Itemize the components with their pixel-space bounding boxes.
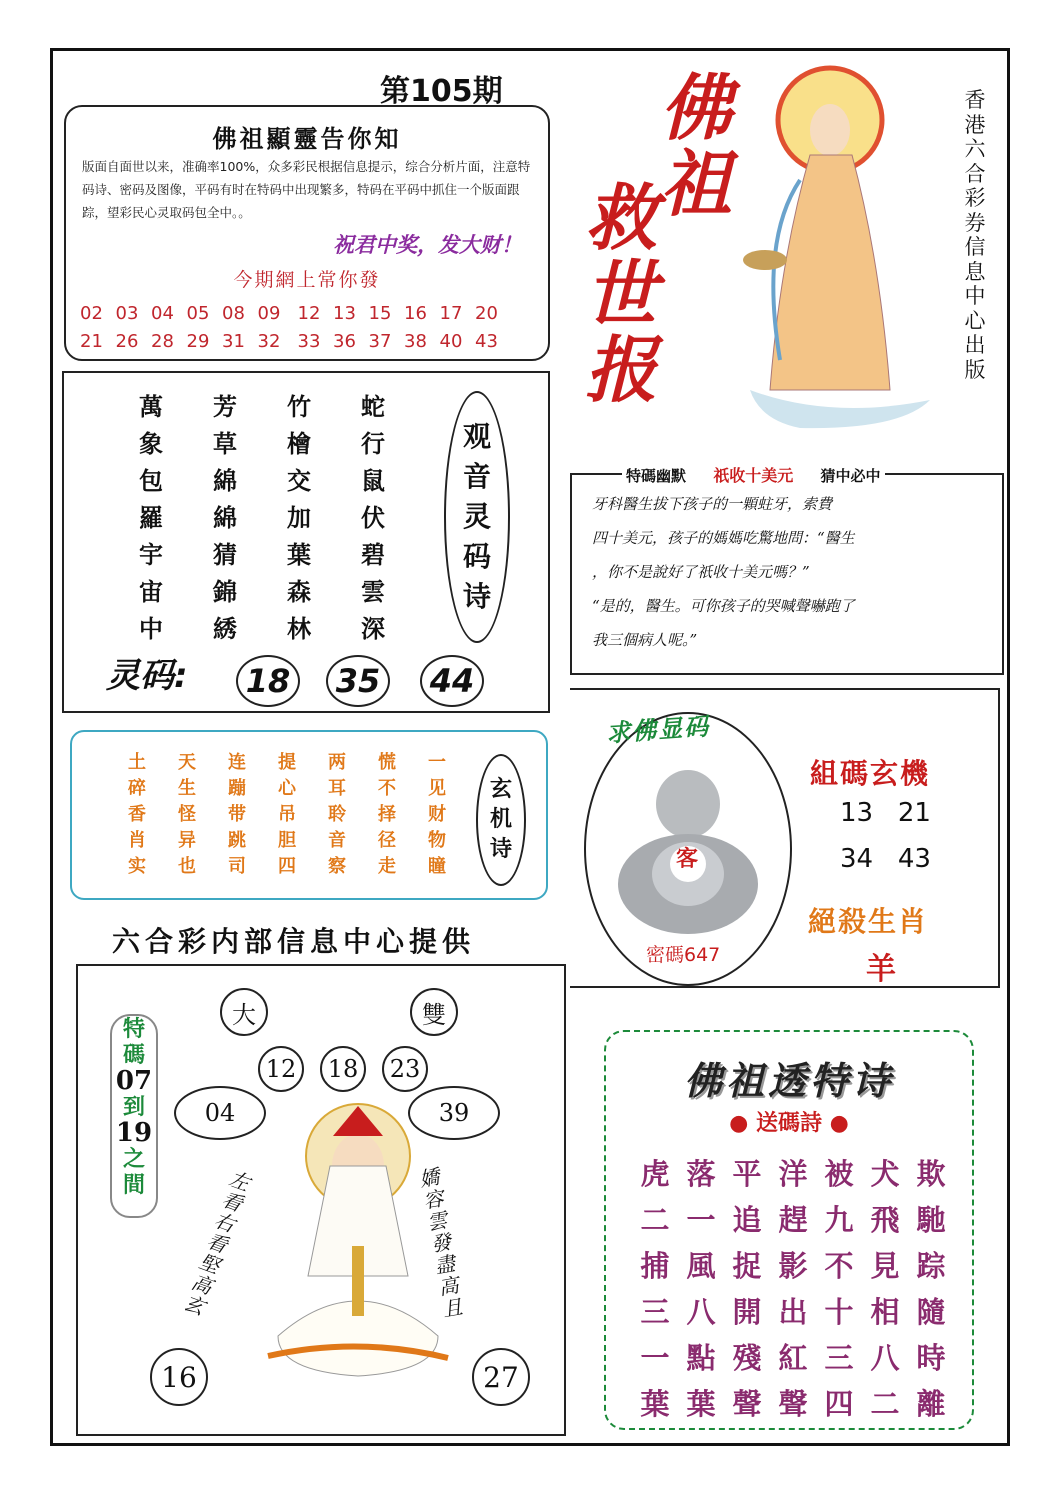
provided-by: 六合彩内部信息中心提供 — [112, 925, 476, 958]
lottery-number: 32 — [257, 331, 281, 352]
buddha-center-char: 客 — [676, 847, 699, 872]
lottery-number: 09 — [257, 303, 281, 324]
tema-char: 間 — [122, 1172, 145, 1198]
special-poem-box — [604, 1030, 974, 1430]
poem-char: 包 — [139, 466, 163, 495]
poem-char: 蹦 — [228, 778, 246, 799]
poem-char: 肖 — [128, 830, 146, 851]
publisher-char: 券 — [964, 210, 986, 235]
poem-char: 雲 — [361, 577, 385, 606]
even-badge: 雙 — [410, 988, 458, 1036]
poem-char: 影 — [778, 1249, 808, 1283]
poem-char: 見 — [870, 1249, 900, 1283]
lingma-label: 灵码: — [106, 656, 188, 696]
poem-char: 交 — [287, 466, 311, 495]
joke-line: 我三個病人呢。” — [592, 631, 698, 649]
tema-char: 碼 — [122, 1042, 145, 1068]
intro-wish: 祝君中奖，发大财！ — [333, 233, 522, 257]
intro-text: 版面自面世以来，准确率100%，众多彩民根据信息提示，综合分析片面，注意特码诗、密码及图像，平码有时在特码中出现繁多，特码在平码中抓住一个版面跟踪，望彩民心灵取码包全中。。 — [82, 159, 531, 220]
lottery-number: 15 — [368, 303, 392, 324]
zu-number: 43 — [897, 844, 931, 874]
publisher — [962, 88, 988, 382]
poem-char: 带 — [228, 804, 246, 825]
verse-char: 看 — [218, 1186, 246, 1217]
intro-subtitle: 今期網上常你發 — [233, 269, 381, 291]
lottery-number: 02 — [80, 303, 103, 324]
poem-char: 伏 — [361, 503, 385, 532]
verse-char: 雲 — [425, 1207, 450, 1235]
poem-char: 草 — [213, 429, 237, 458]
verse-char: 容 — [421, 1186, 446, 1214]
label-char: 诗 — [462, 580, 491, 613]
lottery-number: 40 — [439, 331, 463, 352]
verse-char: 盡 — [432, 1251, 457, 1279]
bottom-left-number: 16 — [150, 1348, 208, 1406]
poem-char: 紅 — [778, 1341, 808, 1375]
poem-char: 一 — [640, 1341, 670, 1375]
label-char: 玄 — [489, 777, 512, 802]
poem-char: 二 — [870, 1387, 900, 1421]
verse-char: 發 — [429, 1229, 453, 1257]
poem-char: 四 — [278, 856, 296, 877]
title-char: 祖 — [660, 141, 733, 226]
poem-char: 胆 — [278, 830, 296, 851]
numbers-row-1 — [80, 303, 534, 324]
publisher-char: 出 — [964, 333, 986, 357]
verse-char: 堅 — [195, 1248, 223, 1279]
poem-char: 瞳 — [428, 856, 446, 877]
poem-char: 葉 — [640, 1387, 670, 1421]
poem-char: 行 — [361, 429, 385, 458]
title-char: 世 — [585, 251, 658, 336]
intro-box — [64, 105, 550, 361]
lottery-number: 05 — [186, 303, 210, 324]
label-char: 机 — [489, 807, 512, 832]
poem-char: 一 — [428, 752, 446, 773]
verse-char: 高 — [436, 1272, 461, 1300]
poem-subtitle-text: 送碼詩 — [755, 1111, 822, 1136]
poem-char: 不 — [824, 1249, 854, 1283]
poem-char: 两 — [328, 752, 346, 773]
lottery-number: 31 — [222, 331, 245, 352]
lottery-number: 43 — [475, 331, 498, 352]
zu-number: 34 — [840, 844, 874, 874]
poem-char: 平 — [732, 1157, 762, 1191]
poem-char: 深 — [361, 614, 385, 643]
buddha-mima: 密碼647 — [646, 944, 721, 966]
poem-char: 香 — [128, 804, 146, 825]
verse-char: 嬌 — [417, 1164, 442, 1192]
lottery-number: 29 — [186, 331, 210, 352]
poem-char: 三 — [640, 1295, 670, 1329]
poem-subtitle: ● 送碼詩 ● — [729, 1111, 849, 1136]
publisher-char: 合 — [964, 161, 986, 186]
jue-title: 絕殺生肖 — [808, 905, 929, 938]
poem-char: 捉 — [732, 1249, 762, 1283]
lottery-number: 16 — [404, 303, 427, 324]
poem-char: 耳 — [328, 778, 346, 799]
publisher-char: 版 — [964, 357, 986, 382]
lottery-number: 20 — [475, 303, 498, 324]
guanyin-poem-grid — [114, 387, 410, 646]
xuanji-poem-box — [70, 730, 548, 900]
poem-char: 開 — [732, 1295, 762, 1329]
lottery-number: 17 — [439, 303, 463, 324]
poem-char: 一 — [686, 1203, 716, 1237]
publisher-char: 六 — [964, 137, 986, 161]
publisher-char: 中 — [964, 284, 986, 308]
poem-char: 八 — [686, 1295, 716, 1329]
lottery-number: 08 — [222, 303, 245, 324]
top-number: 23 — [382, 1046, 428, 1092]
lottery-number: 21 — [80, 331, 103, 352]
buddha-box — [570, 688, 1000, 988]
poem-char: 吊 — [278, 804, 296, 825]
issue-number: 第105期 — [380, 74, 503, 109]
joke-line: ，你不是說好了祇收十美元嗎？” — [592, 563, 810, 581]
publisher-char: 彩 — [964, 186, 986, 210]
joke-line: 牙科醫生拔下孩子的一顆蛀牙，索費 — [592, 495, 833, 513]
poem-char: 犬 — [870, 1157, 900, 1191]
poem-char: 竹 — [287, 392, 311, 421]
label-char: 码 — [462, 540, 491, 573]
lottery-number: 37 — [368, 331, 392, 352]
poem-char: 九 — [824, 1203, 854, 1237]
poem-char: 森 — [287, 577, 311, 606]
poem-char: 捕 — [640, 1249, 670, 1283]
tema-char: 特 — [122, 1016, 145, 1042]
joke-header-title: 祇收十美元 — [713, 466, 794, 485]
poem-char: 天 — [178, 752, 196, 773]
poem-char: 财 — [428, 804, 446, 825]
lottery-number: 36 — [333, 331, 356, 352]
lottery-number: 38 — [404, 331, 427, 352]
zu-title: 組碼玄機 — [810, 757, 931, 790]
lottery-number: 04 — [151, 303, 174, 324]
poem-char: 聆 — [328, 804, 346, 825]
lottery-number: 13 — [333, 303, 356, 324]
intro-title: 佛祖顯靈告你知 — [212, 125, 402, 153]
poem-char: 追 — [732, 1203, 762, 1237]
poem-char: 走 — [378, 856, 396, 877]
poem-char: 羅 — [139, 503, 163, 532]
poem-char: 蛇 — [361, 392, 385, 421]
poem-char: 宇 — [139, 540, 163, 569]
poem-char: 猜 — [213, 540, 237, 569]
publisher-char: 港 — [964, 112, 986, 137]
poem-char: 象 — [139, 429, 163, 458]
poem-char: 隨 — [916, 1295, 946, 1329]
zu-row — [840, 798, 931, 828]
title-char: 佛 — [660, 65, 733, 150]
poem-char: 馳 — [916, 1203, 946, 1237]
guanyin-poem-box — [62, 371, 550, 713]
poem-char: 聲 — [778, 1387, 808, 1421]
numbers-row-2 — [80, 331, 534, 352]
poem-char: 綉 — [213, 614, 237, 643]
label-char: 音 — [462, 460, 491, 493]
poem-char: 连 — [228, 752, 246, 773]
poem-char: 洋 — [778, 1157, 808, 1191]
right-number: 39 — [408, 1086, 500, 1140]
poem-char: 風 — [686, 1249, 716, 1283]
poem-char: 八 — [870, 1341, 900, 1375]
poem-char: 綿 — [213, 466, 237, 495]
poem-char: 林 — [287, 614, 311, 643]
top-number: 18 — [320, 1046, 366, 1092]
lingma-number: 44 — [420, 655, 484, 707]
joke-header — [622, 463, 885, 486]
poem-char: 鼠 — [361, 466, 385, 495]
poem-char: 葉 — [686, 1387, 716, 1421]
joke-line: “是的，醫生。可你孩子的哭喊聲嚇跑了 — [592, 597, 855, 615]
tema-range-label — [110, 1014, 158, 1218]
joke-text — [592, 487, 990, 657]
title-char: 救 — [585, 175, 658, 260]
poem-char: 宙 — [139, 577, 163, 606]
tema-to: 19 — [115, 1118, 153, 1148]
poem-char: 殘 — [732, 1341, 762, 1375]
xuanji-poem-label — [476, 754, 526, 886]
lingma-number: 18 — [236, 655, 300, 707]
poem-char: 聲 — [732, 1387, 762, 1421]
poem-char: 实 — [128, 856, 146, 877]
poem-char: 飛 — [870, 1203, 900, 1237]
poem-char: 四 — [824, 1387, 854, 1421]
poem-char: 察 — [328, 856, 346, 877]
poem-char: 綿 — [213, 503, 237, 532]
poem-char: 跳 — [228, 830, 246, 851]
poem-char: 加 — [287, 503, 311, 532]
poem-char: 相 — [870, 1295, 900, 1329]
lottery-number: 03 — [115, 303, 139, 324]
poem-title: 佛祖透特诗 — [683, 1059, 894, 1103]
publisher-char: 香 — [964, 88, 986, 112]
poem-char: 點 — [686, 1341, 716, 1375]
poem-char: 趕 — [778, 1203, 808, 1237]
lottery-number: 28 — [151, 331, 174, 352]
lottery-number: 33 — [297, 331, 321, 352]
tema-from: 07 — [115, 1066, 153, 1096]
title-char: 报 — [585, 327, 658, 412]
publisher-char: 息 — [964, 259, 986, 284]
poem-char: 萬 — [139, 392, 163, 421]
label-char: 诗 — [489, 837, 512, 862]
poem-char: 踪 — [916, 1249, 946, 1283]
poem-char: 不 — [378, 778, 396, 799]
zu-number: 13 — [840, 798, 874, 828]
publisher-char: 信 — [964, 235, 986, 259]
poem-char: 虎 — [640, 1157, 670, 1191]
poem-char: 司 — [228, 856, 246, 877]
big-badge: 大 — [220, 988, 268, 1036]
poem-char: 也 — [178, 856, 196, 877]
title-jiushibao — [585, 175, 658, 412]
verse-char: 左 — [226, 1166, 254, 1196]
poem-char: 怪 — [178, 804, 196, 825]
tema-char: 到 — [122, 1094, 145, 1120]
lottery-number: 12 — [297, 303, 321, 324]
tema-char: 之 — [122, 1146, 145, 1172]
poem-char: 落 — [686, 1157, 716, 1191]
zu-row — [840, 844, 931, 874]
verse-char: 且 — [440, 1294, 465, 1322]
poem-char: 檜 — [287, 429, 311, 458]
label-char: 观 — [462, 420, 491, 453]
poem-char: 出 — [778, 1295, 808, 1329]
joke-line: 四十美元，孩子的媽媽吃驚地問：“醫生 — [592, 529, 855, 547]
poem-char: 生 — [178, 778, 196, 799]
poem-char: 時 — [916, 1341, 946, 1375]
poem-char: 提 — [278, 752, 296, 773]
bottom-right-number: 27 — [472, 1348, 530, 1406]
poem-char: 錦 — [213, 577, 237, 606]
poem-grid — [632, 1152, 954, 1428]
poem-char: 物 — [428, 830, 446, 851]
zu-number: 21 — [897, 798, 931, 828]
poem-char: 碎 — [128, 778, 146, 799]
poem-char: 十 — [824, 1295, 854, 1329]
title-fozu — [660, 65, 733, 226]
goddess-image — [740, 60, 940, 430]
poem-char: 芳 — [213, 392, 237, 421]
verse-char: 右 — [211, 1207, 239, 1238]
poem-char: 中 — [139, 614, 163, 643]
lingma-number: 35 — [326, 655, 390, 707]
joke-header-right: 猜中必中 — [820, 467, 881, 485]
poem-char: 慌 — [378, 752, 396, 773]
guanyin-figure — [238, 1096, 478, 1396]
top-number: 12 — [258, 1046, 304, 1092]
poem-char: 土 — [128, 752, 146, 773]
guanyin-poem-label — [444, 391, 510, 643]
poem-char: 径 — [378, 830, 396, 851]
poem-char: 離 — [916, 1387, 946, 1421]
poem-char: 异 — [178, 830, 196, 851]
left-number: 04 — [174, 1086, 266, 1140]
poem-char: 被 — [824, 1157, 854, 1191]
xuanji-poem-grid — [112, 748, 462, 878]
poem-char: 碧 — [361, 540, 385, 569]
joke-box — [570, 466, 1004, 675]
verse-char: 高 — [188, 1269, 216, 1300]
label-char: 灵 — [462, 500, 491, 533]
poem-char: 择 — [378, 804, 396, 825]
poem-char: 欺 — [916, 1157, 946, 1191]
poem-char: 葉 — [287, 540, 311, 569]
poem-char: 见 — [428, 778, 446, 799]
joke-header-left: 特碼幽默 — [626, 467, 687, 485]
poem-char: 音 — [328, 830, 346, 851]
verse-char: 玄 — [180, 1290, 208, 1320]
verse-char: 看 — [203, 1228, 231, 1258]
publisher-char: 心 — [964, 308, 986, 333]
jue-value: 羊 — [866, 952, 896, 987]
lottery-number: 26 — [115, 331, 139, 352]
special-number-box — [76, 964, 566, 1436]
poem-char: 二 — [640, 1203, 670, 1237]
poem-char: 心 — [278, 778, 296, 799]
buddha-title: 求佛显码 — [605, 712, 712, 748]
poem-char: 三 — [824, 1341, 854, 1375]
